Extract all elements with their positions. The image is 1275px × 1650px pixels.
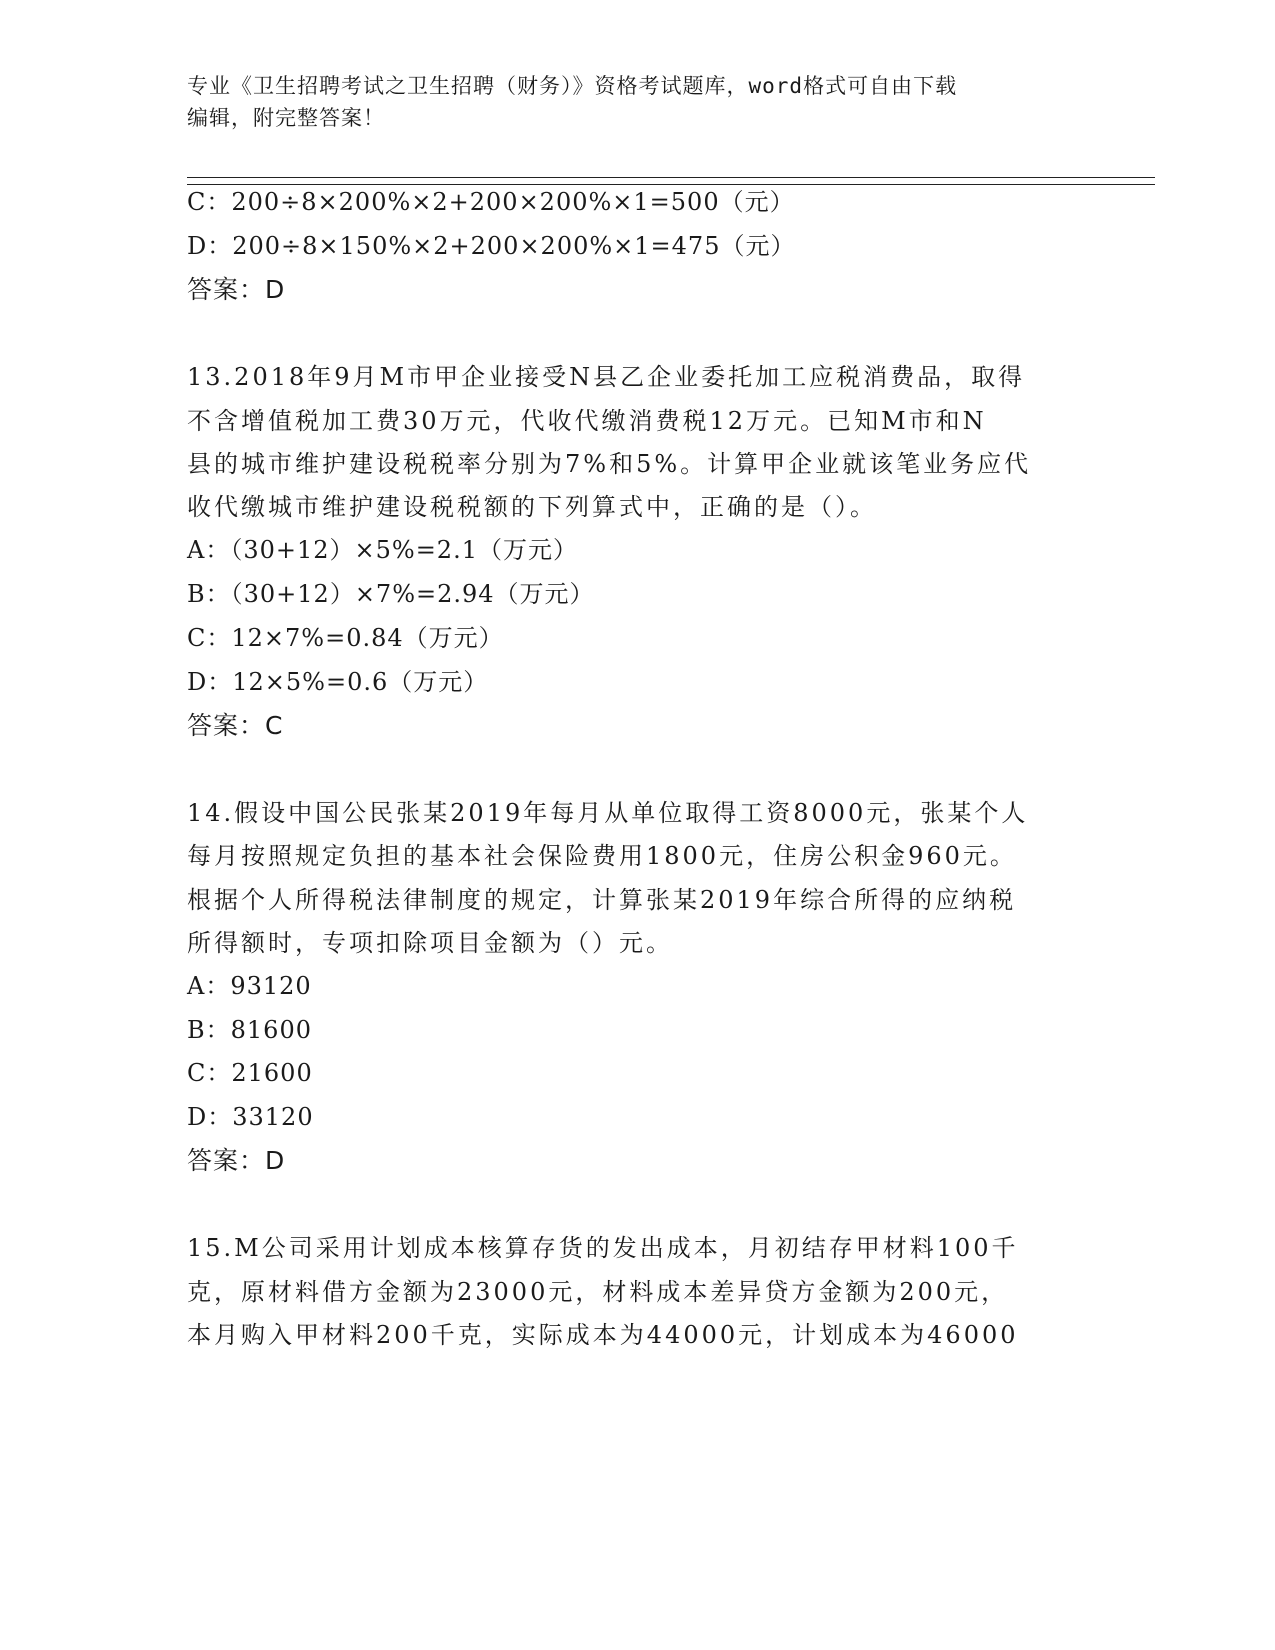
q15-stem-line-1: 15.M公司采用计划成本核算存货的发出成本，月初结存甲材料100千 [187,1234,1019,1262]
q13-option-d: D：12×5%=0.6（万元） [187,668,489,696]
document-header [187,70,1087,134]
q14-option-c: C：21600 [187,1059,313,1087]
q14-stem-line-4: 所得额时，专项扣除项目金额为（）元。 [187,929,673,957]
header-line-2: 编辑，附完整答案！ [187,106,385,130]
header-divider-bottom [187,184,1155,185]
q14-stem-line-1: 14.假设中国公民张某2019年每月从单位取得工资8000元，张某个人 [187,799,1029,827]
q12-option-d: D：200÷8×150%×2+200×200%×1=475（元） [187,232,796,260]
q14-option-a: A：93120 [187,972,312,1000]
q13-option-c: C：12×7%=0.84（万元） [187,624,504,652]
q12-answer: 答案：D [187,275,286,304]
q13-option-b: B：（30+12）×7%=2.94（万元） [187,580,595,608]
q13-stem-line-3: 县的城市维护建设税税率分别为7%和5%。计算甲企业就该笔业务应代 [187,450,1032,478]
q14-option-b: B：81600 [187,1016,312,1044]
q13-option-a: A：（30+12）×5%=2.1（万元） [187,536,578,564]
q13-stem-line-4: 收代缴城市维护建设税税额的下列算式中，正确的是（）。 [187,493,877,521]
header-line-1: 专业《卫生招聘考试之卫生招聘（财务）》资格考试题库，word格式可自由下载 [187,74,958,98]
q12-option-c: C：200÷8×200%×2+200×200%×1=500（元） [187,188,795,216]
q15-stem-line-2: 克，原材料借方金额为23000元，材料成本差异贷方金额为200元， [187,1278,1009,1306]
header-divider-top [187,177,1155,178]
q13-stem-line-2: 不含增值税加工费30万元，代收代缴消费税12万元。已知M市和N [187,407,987,435]
q13-answer: 答案：C [187,711,284,740]
q13-stem-line-1: 13.2018年9月M市甲企业接受N县乙企业委托加工应税消费品，取得 [187,363,1026,391]
q14-stem-line-3: 根据个人所得税法律制度的规定，计算张某2019年综合所得的应纳税 [187,886,1017,914]
q14-stem-line-2: 每月按照规定负担的基本社会保险费用1800元，住房公积金960元。 [187,842,1017,870]
q15-stem-line-3: 本月购入甲材料200千克，实际成本为44000元，计划成本为46000 [187,1321,1019,1349]
q14-option-d: D：33120 [187,1103,314,1131]
q14-answer: 答案：D [187,1146,286,1175]
